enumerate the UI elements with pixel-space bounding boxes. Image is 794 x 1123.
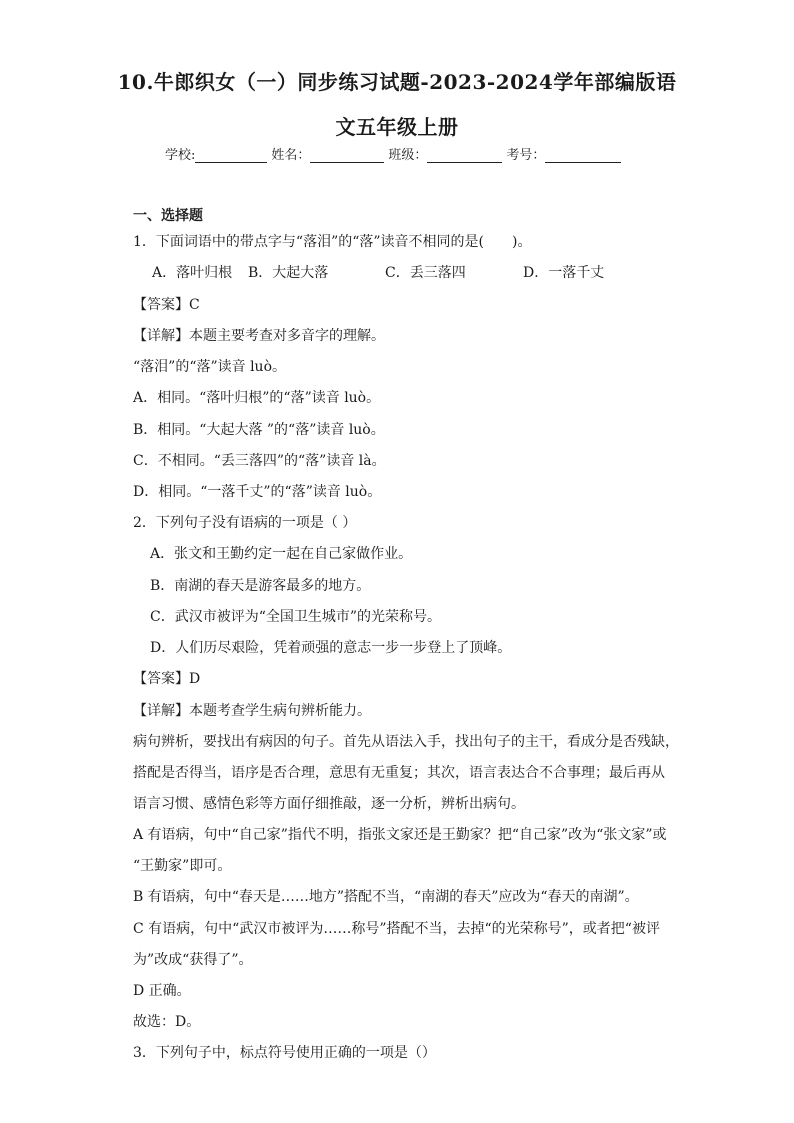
question-2-explanation-line: A 有语病，句中“自己家”指代不明，指张文家还是王勤家？把“自己家”改为“张文家”或	[133, 827, 667, 843]
question-2-explanation-line: D 正确。	[133, 983, 191, 999]
question-1-stem: 1．下面词语中的带点字与“落泪”的“落”读音不相同的是( )。	[133, 234, 532, 250]
question-2-explanation-line: 病句辨析，要找出有病因的句子。首先从语法入手，找出句子的主干，看成分是否残缺，	[133, 734, 679, 750]
question-2-explanation-line: “王勤家”即可。	[133, 858, 232, 874]
question-2-explanation-line: C 有语病，句中“武汉市被评为……称号”搭配不当，去掉“的光荣称号”，或者把“被评	[133, 921, 660, 937]
name-blank[interactable]	[310, 148, 384, 163]
question-2-explanation-line: 搭配是否得当，语序是否合理，意思有无重复；其次，语言表达合不合事理；最后再从	[133, 765, 665, 781]
name-field: 姓名：	[271, 144, 388, 163]
question-1-explanation-line: D．相同。“一落千丈”的“落”读音 luò。	[133, 484, 382, 500]
question-3-stem: 3．下列句子中，标点符号使用正确的一项是（）	[133, 1045, 436, 1061]
question-1-explanation-line: “落泪”的“落”读音 luò。	[133, 359, 287, 375]
question-2-answer: 【答案】D	[133, 671, 201, 687]
school-field: 学校:	[165, 144, 271, 163]
question-1-explanation-line: C．不相同。“丢三落四”的“落”读音 là。	[133, 453, 386, 469]
page-title-continued: 文五年级上册	[335, 115, 459, 139]
exam-number-blank[interactable]	[545, 148, 621, 163]
school-blank[interactable]	[195, 148, 267, 163]
student-info-row	[165, 144, 621, 163]
question-2-option-d: D．人们历尽艰险，凭着顽强的意志一步一步登上了顶峰。	[150, 640, 512, 656]
question-1-answer: 【答案】C	[133, 297, 200, 313]
class-field: 班级：	[388, 144, 506, 163]
question-2-option-c: C．武汉市被评为“全国卫生城市”的光荣称号。	[150, 609, 442, 625]
question-2-explanation-line: 语言习惯、感情色彩等方面仔细推敲，逐一分析，辨析出病句。	[133, 796, 525, 812]
question-1-options	[152, 263, 604, 283]
question-1-option-a: A．落叶归根	[152, 265, 233, 281]
question-2-detail: 【详解】本题考查学生病句辨析能力。	[133, 703, 371, 719]
class-blank[interactable]	[427, 148, 502, 163]
question-1-explanation-line: B．相同。“大起大落 ”的“落”读音 luò。	[133, 422, 385, 438]
question-1-option-b: B．大起大落	[248, 265, 329, 281]
question-1-detail: 【详解】本题主要考查对多音字的理解。	[133, 328, 385, 344]
exam-number-field: 考号：	[506, 144, 621, 163]
question-1-option-c: C．丢三落四	[385, 265, 466, 281]
question-2-stem: 2．下列句子没有语病的一项是（ ）	[133, 515, 357, 531]
question-1-explanation-line: A．相同。“落叶归根”的“落”读音 luò。	[133, 390, 381, 406]
question-2-option-b: B．南湖的春天是游客最多的地方。	[150, 578, 371, 594]
section-heading: 一、选择题	[133, 208, 203, 224]
page-title: 10.牛郎织女（一）同步练习试题-2023-2024学年部编版语	[117, 70, 677, 94]
question-2-explanation-line: 故选：D。	[133, 1014, 201, 1030]
question-2-option-a: A．张文和王勤约定一起在自己家做作业。	[150, 546, 413, 562]
question-1-option-d: D．一落千丈	[523, 265, 605, 281]
question-2-explanation-line: B 有语病，句中“春天是……地方”搭配不当，“南湖的春天”应改为“春天的南湖”。	[133, 889, 639, 905]
question-2-explanation-line: 为”改成“获得了”。	[133, 952, 253, 968]
